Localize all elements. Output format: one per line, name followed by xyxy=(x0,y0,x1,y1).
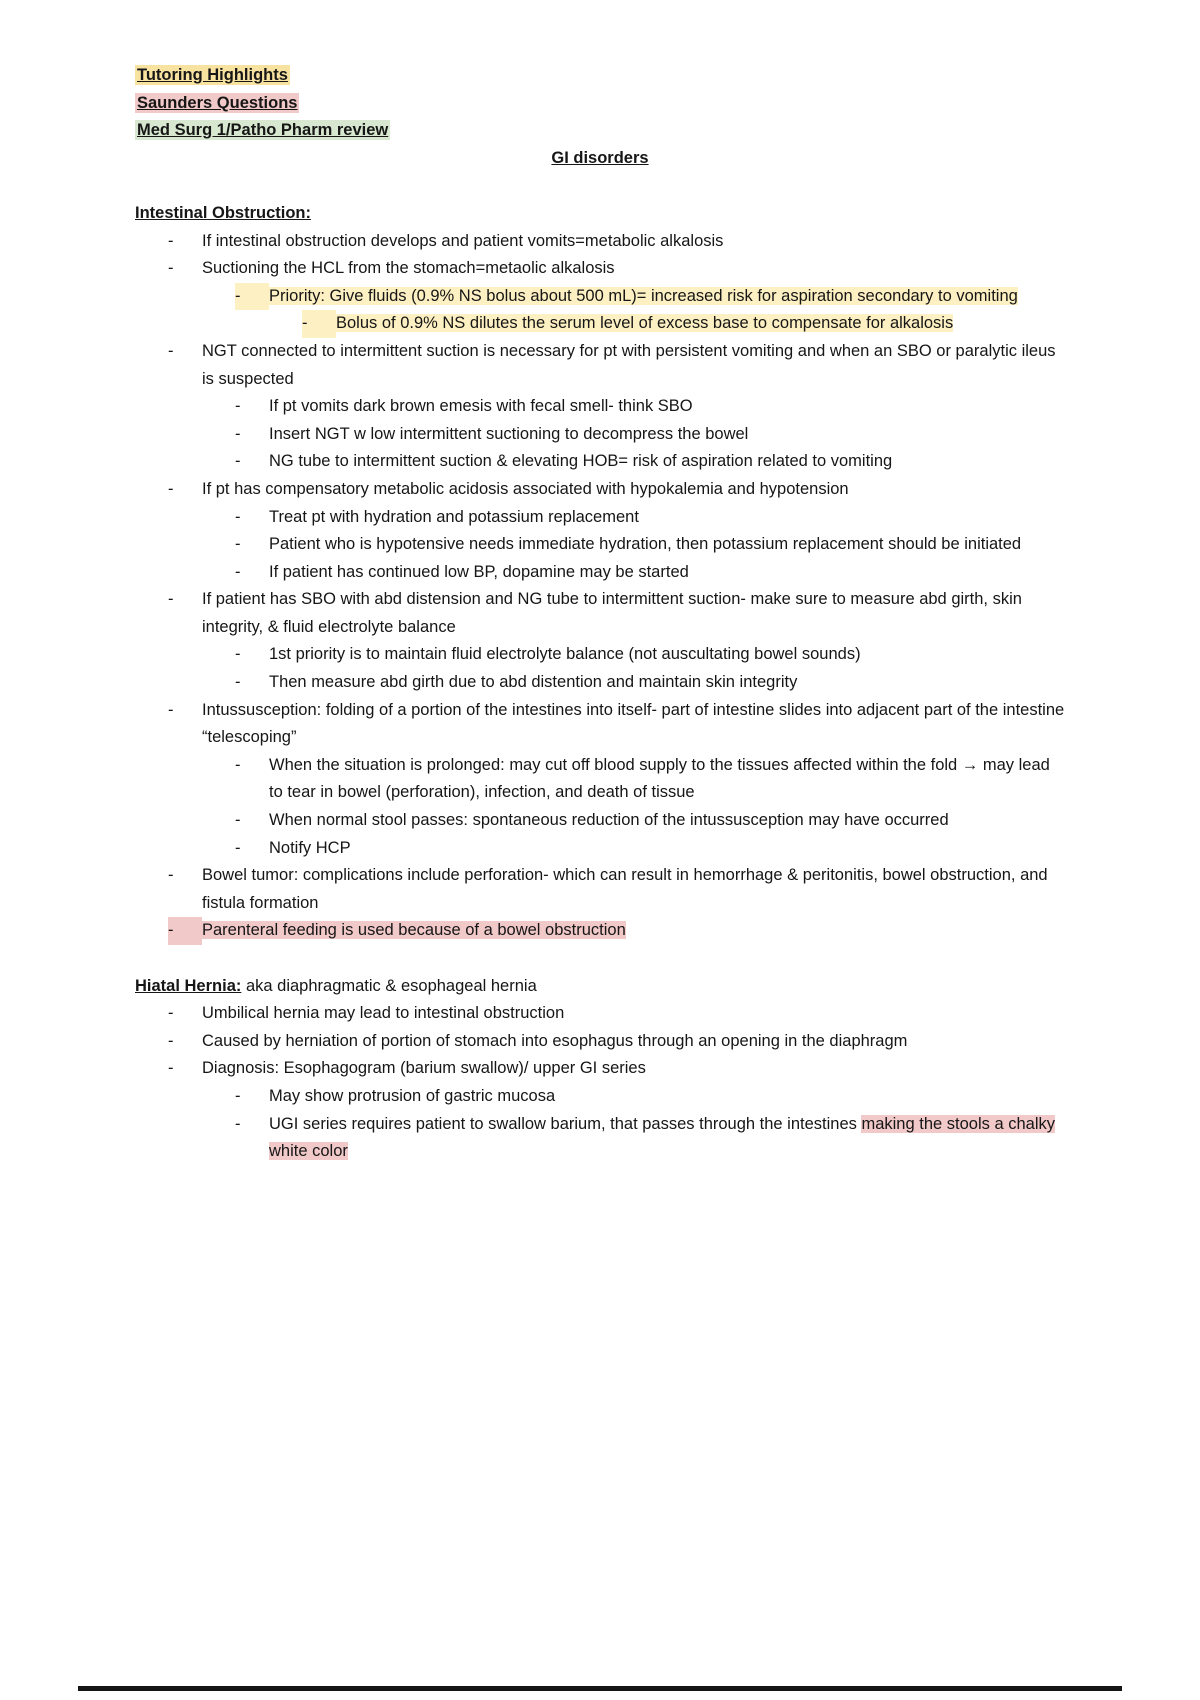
bullet-dash: - xyxy=(168,700,174,719)
bullet-dash: - xyxy=(235,397,241,416)
bullet-item xyxy=(235,504,1065,532)
bullet-text xyxy=(202,917,1065,945)
text-run: 1st priority is to maintain fluid electrolyte balance (not auscultating bowel sounds) xyxy=(269,645,861,664)
bullet-text xyxy=(202,586,1065,641)
bullet-dash: - xyxy=(168,1004,174,1023)
bullet-item xyxy=(235,283,1065,311)
section xyxy=(135,973,1065,1166)
bullet-text xyxy=(269,752,1065,807)
text-run: Bowel tumor: complications include perforation- which can result in hemorrhage & peritonitis, bowel obstruction, and fistula formation xyxy=(202,866,1048,912)
bullet-dash: - xyxy=(168,917,202,945)
bullet-dash: - xyxy=(235,1114,241,1133)
bullet-text xyxy=(202,1028,1065,1056)
bullet-text xyxy=(202,1000,1065,1028)
bullet-text xyxy=(269,421,1065,449)
bullet-dash: - xyxy=(235,755,241,774)
bullet-text xyxy=(202,697,1065,752)
section-heading xyxy=(135,200,1065,228)
bullet-text xyxy=(269,531,1065,559)
page-title xyxy=(135,145,1065,173)
bullet-dash: - xyxy=(168,1031,174,1050)
bullet-text xyxy=(202,476,1065,504)
text-run: Then measure abd girth due to abd distention and maintain skin integrity xyxy=(269,673,798,692)
text-run: UGI series requires patient to swallow barium, that passes through the intestines xyxy=(269,1114,862,1133)
section-heading xyxy=(135,973,1065,1001)
bullet-dash: - xyxy=(168,866,174,885)
text-run: NGT connected to intermittent suction is necessary for pt with persistent vomiting and when an SBO or paralytic ileus is suspected xyxy=(202,341,1056,388)
bullet-item xyxy=(168,228,1065,256)
bullet-item xyxy=(235,807,1065,835)
sections xyxy=(135,200,1065,1166)
bullet-text xyxy=(202,228,1065,256)
bullet-item xyxy=(168,1055,1065,1083)
page-title-text: GI disorders xyxy=(551,148,649,167)
text-run: Diagnosis: Esophagogram (barium swallow)/ upper GI series xyxy=(202,1059,646,1078)
highlighted-text-run: Bolus of 0.9% NS dilutes the serum level of excess base to compensate for alkalosis xyxy=(336,314,954,333)
bullet-item xyxy=(235,641,1065,669)
bullet-item xyxy=(235,669,1065,697)
bullet-dash: - xyxy=(235,283,269,311)
highlighted-text-run: Parenteral feeding is used because of a bowel obstruction xyxy=(202,921,626,940)
bullet-dash: - xyxy=(168,590,174,609)
bullet-dash: - xyxy=(168,231,174,250)
header-line-text: Saunders Questions xyxy=(137,93,298,112)
bullet-text xyxy=(202,255,1065,283)
bullet-dash: - xyxy=(235,507,241,526)
text-run: Intussusception: folding of a portion of the intestines into itself- part of intestine slides into adjacent part of the intestine “telescoping” xyxy=(202,700,1065,747)
text-run: If intestinal obstruction develops and patient vomits=metabolic alkalosis xyxy=(202,231,724,250)
bullet-dash: - xyxy=(235,424,241,443)
bullet-dash: - xyxy=(235,811,241,830)
text-run: Patient who is hypotensive needs immediate hydration, then potassium replacement should be initiated xyxy=(269,535,1022,554)
bullet-dash: - xyxy=(235,673,241,692)
bullet-dash: - xyxy=(168,1059,174,1078)
bullet-dash: - xyxy=(302,310,336,338)
bullet-text xyxy=(269,1111,1065,1166)
bullet-dash: - xyxy=(168,259,174,278)
bullet-item xyxy=(235,752,1065,807)
bullet-item xyxy=(235,421,1065,449)
bullet-item xyxy=(168,862,1065,917)
bullet-text xyxy=(269,669,1065,697)
section-heading-title: Intestinal Obstruction: xyxy=(135,203,312,222)
text-run: Caused by herniation of portion of stomach into esophagus through an opening in the diaphragm xyxy=(202,1031,908,1050)
header-line xyxy=(135,62,1065,90)
bullet-dash: - xyxy=(235,1086,241,1105)
page-break-line xyxy=(78,1686,1122,1691)
text-run: When normal stool passes: spontaneous reduction of the intussusception may have occurred xyxy=(269,811,949,830)
bullet-text xyxy=(202,1055,1065,1083)
bullet-dash: - xyxy=(235,645,241,664)
section-heading-title: Hiatal Hernia: xyxy=(135,976,242,995)
bullet-item xyxy=(235,1083,1065,1111)
header-line-text: Tutoring Highlights xyxy=(137,66,288,84)
bullet-item xyxy=(235,393,1065,421)
bullet-text xyxy=(269,1083,1065,1111)
text-run: Insert NGT w low intermittent suctioning to decompress the bowel xyxy=(269,424,749,443)
bullet-item xyxy=(235,559,1065,587)
bullet-text xyxy=(269,283,1065,311)
bullet-item xyxy=(168,1000,1065,1028)
text-run: If pt has compensatory metabolic acidosis associated with hypokalemia and hypotension xyxy=(202,479,849,498)
bullet-item xyxy=(168,1028,1065,1056)
bullet-item xyxy=(235,531,1065,559)
bullet-text xyxy=(269,393,1065,421)
bullet-dash: - xyxy=(168,479,174,498)
bullet-text xyxy=(269,835,1065,863)
bullet-text xyxy=(269,448,1065,476)
text-run: May show protrusion of gastric mucosa xyxy=(269,1086,556,1105)
text-run: If patient has SBO with abd distension and NG tube to intermittent suction- make sure to measure abd girth, skin integrity, & fluid electrolyte balance xyxy=(202,590,1022,636)
text-run: Suctioning the HCL from the stomach=metaolic alkalosis xyxy=(202,259,615,278)
text-run: Notify HCP xyxy=(269,838,351,857)
text-run: Treat pt with hydration and potassium replacement xyxy=(269,507,639,526)
bullet-text xyxy=(269,641,1065,669)
bullet-dash: - xyxy=(235,838,241,857)
bullet-item xyxy=(168,917,1065,945)
bullet-text xyxy=(336,310,1065,338)
bullet-dash: - xyxy=(168,341,174,360)
text-run: If patient has continued low BP, dopamine may be started xyxy=(269,562,689,581)
text-run: When the situation is prolonged: may cut off blood supply to the tissues affected within the fold → may lead to tear in bowel (perforation), infection, and death of tissue xyxy=(269,755,1050,802)
bullet-dash: - xyxy=(235,452,241,471)
section-heading-subtitle: aka diaphragmatic & esophageal hernia xyxy=(241,976,537,995)
bullet-item xyxy=(302,310,1065,338)
bullet-item xyxy=(235,1111,1065,1166)
bullet-text xyxy=(202,338,1065,393)
bullet-item xyxy=(168,586,1065,641)
bullet-item xyxy=(168,255,1065,283)
bullet-text xyxy=(269,807,1065,835)
header-line-text: Med Surg 1/Patho Pharm review xyxy=(137,121,389,140)
header-line xyxy=(135,117,1065,145)
bullet-item xyxy=(168,476,1065,504)
highlighted-text-run: making the stools a chalky white color xyxy=(269,1114,1055,1161)
header-line xyxy=(135,90,1065,118)
bullet-dash: - xyxy=(235,535,241,554)
bullet-text xyxy=(202,862,1065,917)
text-run: Umbilical hernia may lead to intestinal obstruction xyxy=(202,1004,565,1023)
bullet-item xyxy=(235,448,1065,476)
text-run: NG tube to intermittent suction & elevating HOB= risk of aspiration related to vomiting xyxy=(269,452,893,471)
bullet-item xyxy=(168,697,1065,752)
bullet-text xyxy=(269,504,1065,532)
bullet-dash: - xyxy=(235,562,241,581)
bullet-text xyxy=(269,559,1065,587)
header-lines xyxy=(135,62,1065,145)
bullet-item xyxy=(235,835,1065,863)
text-run: If pt vomits dark brown emesis with fecal smell- think SBO xyxy=(269,397,693,416)
section xyxy=(135,200,1065,945)
highlighted-text-run: Priority: Give fluids (0.9% NS bolus about 500 mL)= increased risk for aspiration secondary to vomiting xyxy=(269,286,1018,305)
bullet-item xyxy=(168,338,1065,393)
